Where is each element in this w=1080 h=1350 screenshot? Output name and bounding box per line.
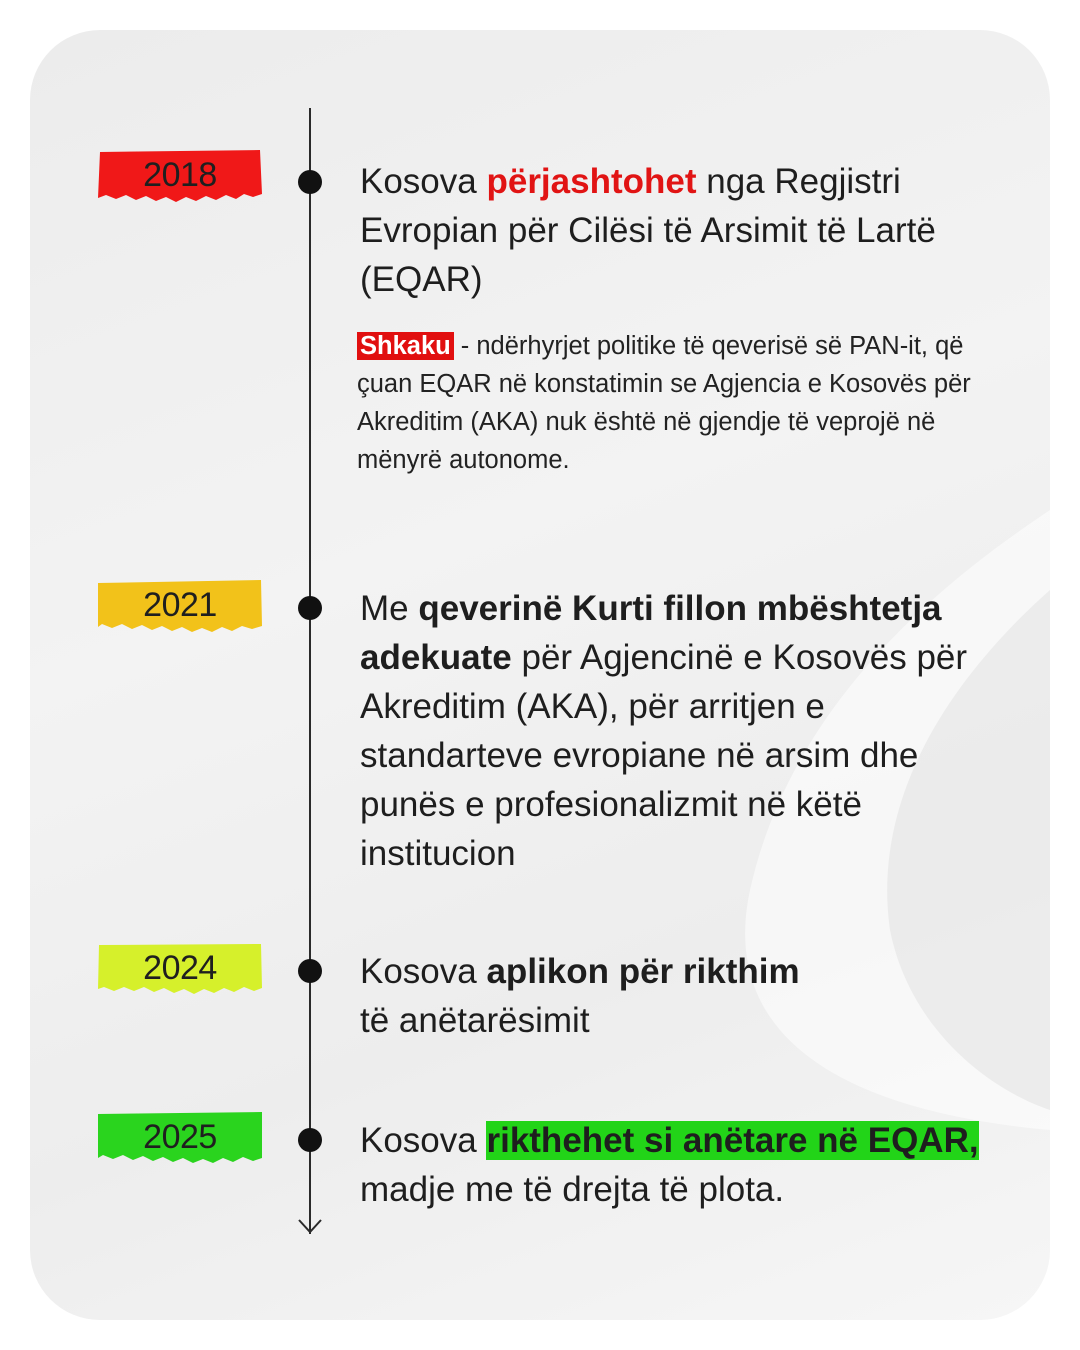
year-label: 2018 (143, 156, 217, 194)
event-text: Kosova (360, 162, 487, 201)
event-highlight-green: rikthehet si anëtare në EQAR, (486, 1121, 979, 1160)
event-2025 (360, 1116, 1000, 1214)
event-text: Kosova (360, 1121, 487, 1160)
timeline-line (309, 108, 311, 1234)
event-highlight-bold: qeverinë Kurti fillon mbështetja adekuate (360, 589, 942, 677)
event-text: për Agjencinë e Kosovës për Akreditim (AKA), për arritjen e standarteve evropiane në arsim dhe punës e profesionalizmit në këtë institucion (360, 638, 968, 873)
cause-label: Shkaku (357, 332, 454, 360)
timeline-dot (298, 1128, 322, 1152)
year-label: 2025 (143, 1118, 217, 1156)
year-label: 2024 (143, 949, 217, 987)
event-text: nga Regjistri Evropian për Cilësi të Arsimit të Lartë (EQAR) (360, 162, 936, 299)
arrow-down-icon (298, 1218, 322, 1236)
timeline-dot (298, 596, 322, 620)
timeline-card (30, 30, 1050, 1320)
event-2018 (360, 157, 1000, 304)
event-text: madje me të drejta të plota. (360, 1170, 785, 1209)
year-label: 2021 (143, 586, 217, 624)
year-tag-2021 (98, 580, 262, 642)
timeline-dot (298, 170, 322, 194)
event-2021 (360, 584, 1000, 878)
event-highlight-red: përjashtohet (486, 162, 697, 201)
event-text: Kosova (360, 952, 487, 991)
event-text: të anëtarësimit (360, 1001, 590, 1040)
cause-text: - ndërhyrjet politike të qeverisë së PAN-it, që çuan EQAR në konstatimin se Agjencia e Kosovës për Akreditim (AKA) nuk është në gjendje të veprojë në mënyrë autonome. (357, 332, 971, 474)
year-tag-2018 (98, 150, 262, 212)
year-tag-2025 (98, 1112, 262, 1174)
event-text: Me (360, 589, 419, 628)
timeline-dot (298, 959, 322, 983)
event-2024 (360, 947, 1000, 1045)
year-tag-2024 (98, 943, 262, 1005)
event-highlight-bold: aplikon për rikthim (486, 952, 800, 991)
cause-note (357, 327, 977, 479)
